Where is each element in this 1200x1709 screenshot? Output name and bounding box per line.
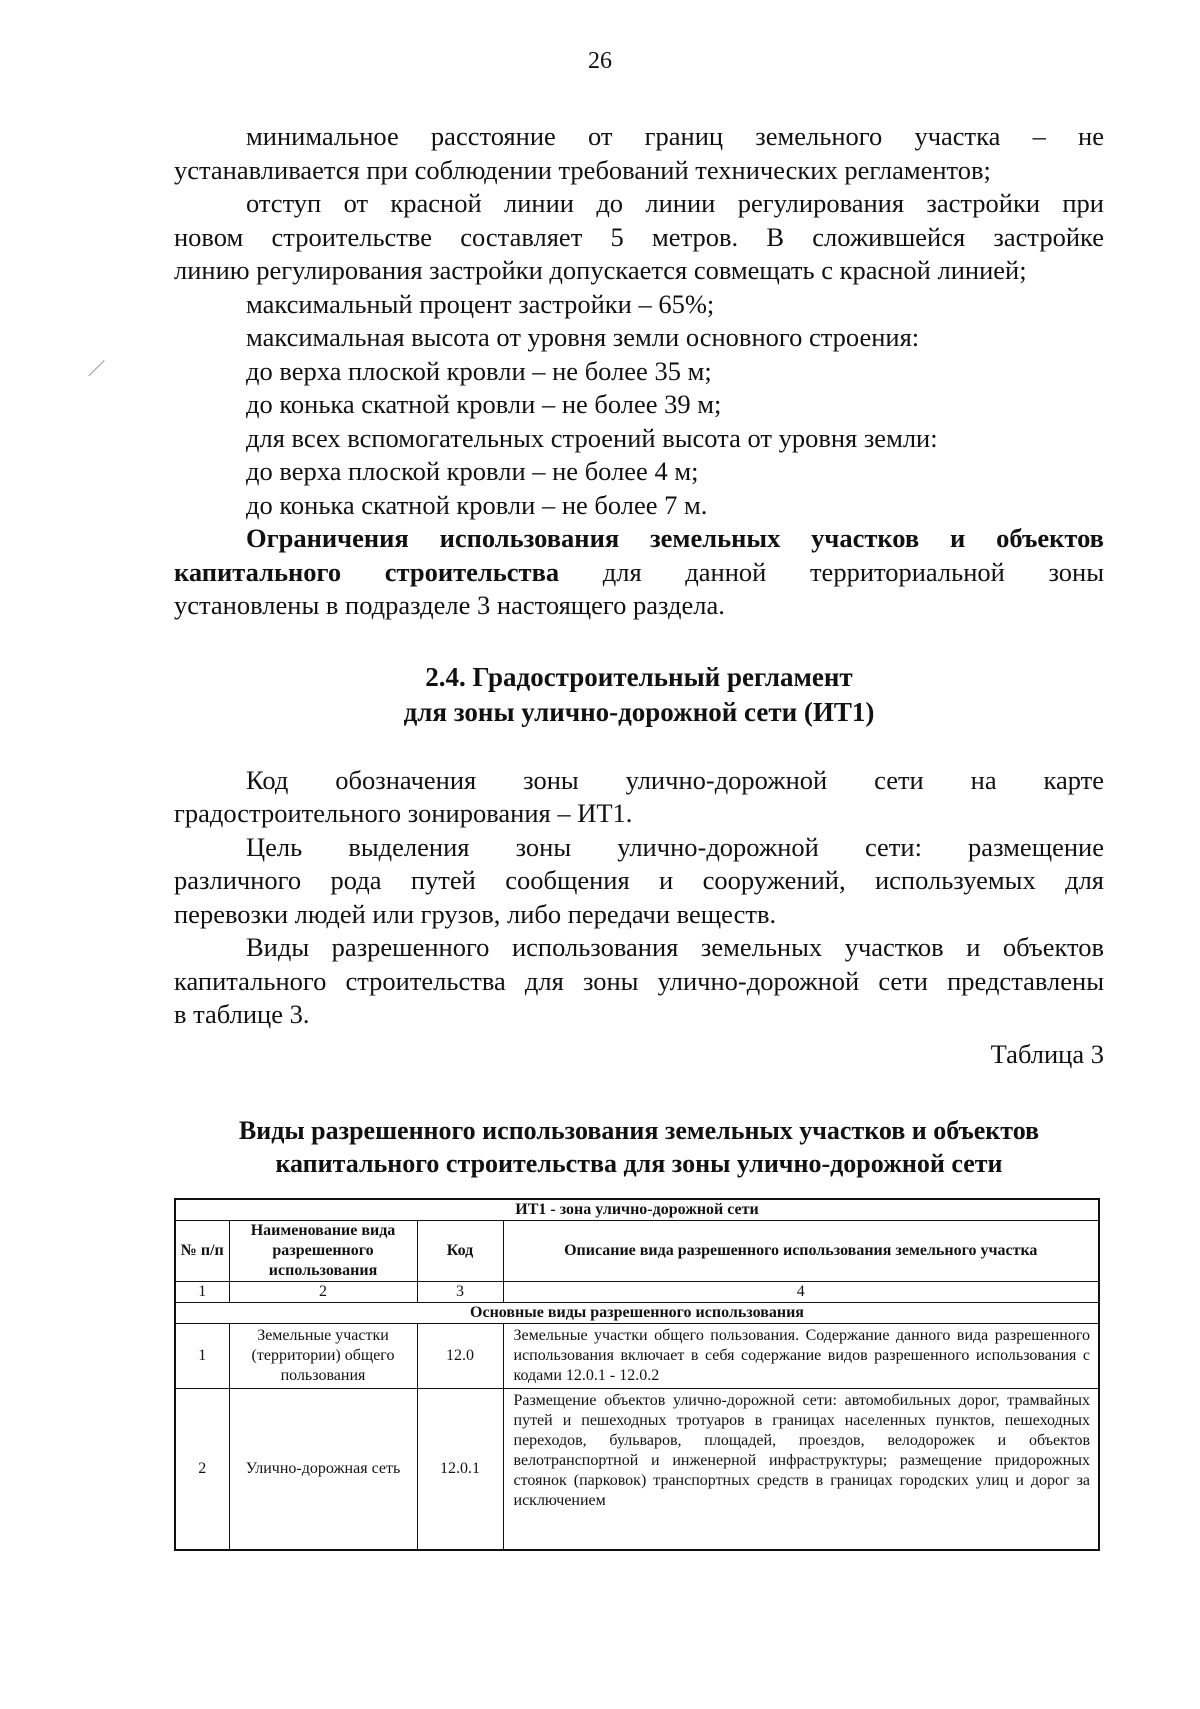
row-description: Размещение объектов улично-дорожной сети: автомобильных дорог, трамвайных путей и пешеходных тротуаров в границах населенных пунктов, пешеходных переходов, бульваров, площадей, проездов, велодорожек и объектов велотранспортной и инженерной инфраструктуры; размещение придорожных стоянок (парковок) транспортных средств в границах городских улиц и дорог за исключением [503, 1389, 1099, 1551]
section-line: перевозки людей или грузов, либо передачи веществ. [174, 898, 777, 929]
restrictions-text: для данной территориальной зоны [602, 556, 1105, 587]
section-line: в таблице 3. [174, 999, 310, 1029]
permitted-use-table [174, 1198, 1100, 1551]
table-title-line-1: Виды разрешенного использования земельных участков и объектов [238, 1116, 1040, 1145]
body-line: до верха плоской кровли – не более 35 м; [246, 355, 712, 386]
restrictions-line-1 [174, 522, 1104, 556]
header-code: Код [417, 1221, 503, 1282]
row-code: 12.0.1 [417, 1389, 503, 1551]
restrictions-line-2 [174, 556, 1104, 590]
table-row [175, 1324, 1099, 1389]
group-header-row [175, 1303, 1099, 1324]
body-line: до верха плоской кровли – не более 4 м; [246, 456, 699, 486]
section-line: Виды разрешенного использования земельных участков и объектов [246, 932, 1104, 962]
table-title-line-2: капитального строительства для зоны улично-дорожной сети [275, 1149, 1003, 1178]
section-line: Код обозначения зоны улично-дорожной сети на карте [246, 764, 1104, 795]
body-line: до конька скатной кровли – не более 7 м. [246, 489, 708, 520]
row-name: Земельные участки (территории) общего пользования [229, 1324, 417, 1389]
column-number: 4 [503, 1282, 1099, 1303]
restrictions-bold-text: капитального строительства [174, 556, 560, 587]
header-name: Наименование вида разрешенного использования [229, 1221, 417, 1282]
table-row [175, 1389, 1099, 1551]
body-line: до конька скатной кровли – не более 39 м; [246, 389, 722, 419]
section-line: Цель выделения зоны улично-дорожной сети: размещение [246, 831, 1104, 862]
row-num: 2 [175, 1389, 229, 1551]
group-header-cell: Основные виды разрешенного использования [175, 1303, 1099, 1324]
column-number: 1 [175, 1282, 229, 1303]
body-line: минимальное расстояние от границ земельного участка – не [246, 121, 1104, 151]
table-title [154, 1114, 1124, 1180]
body-line: для всех вспомогательных строений высота от уровня земли: [246, 422, 938, 453]
section-heading-line-1: 2.4. Градостроительный регламент [425, 661, 853, 692]
header-description: Описание вида разрешенного использования земельного участка [503, 1221, 1099, 1282]
restrictions-line-3: установлены в подразделе 3 настоящего раздела. [174, 590, 725, 620]
section-heading [174, 660, 1104, 730]
body-line: максимальная высота от уровня земли основного строения: [246, 322, 920, 352]
restrictions-bold-text: Ограничения использования земельных участков и объектов [246, 523, 1104, 553]
zone-header-row [175, 1199, 1099, 1221]
body-line: линию регулирования застройки допускается совмещать с красной линией; [174, 255, 1027, 285]
body-line: устанавливается при соблюдении требований технических регламентов; [174, 154, 991, 185]
column-number: 2 [229, 1282, 417, 1303]
section-line: различного рода путей сообщения и сооружений, используемых для [174, 865, 1104, 895]
section-body [174, 764, 1104, 1032]
zone-header-cell: ИТ1 - зона улично-дорожной сети [175, 1199, 1099, 1221]
document-body [174, 120, 1104, 1180]
section-heading-line-2: для зоны улично-дорожной сети (ИТ1) [403, 696, 875, 727]
body-line: отступ от красной линии до линии регулирования застройки при [246, 188, 1104, 218]
body-line: новом строительстве составляет 5 метров. В сложившейся застройке [174, 221, 1104, 252]
row-description: Земельные участки общего пользования. Содержание данного вида разрешенного использования включает в себя содержание видов разрешенного использования с кодами 12.0.1 - 12.0.2 [503, 1324, 1099, 1389]
row-name: Улично-дорожная сеть [229, 1389, 417, 1551]
section-line: капитального строительства для зоны улично-дорожной сети представлены [174, 965, 1104, 996]
section-line: градостроительного зонирования – ИТ1. [174, 798, 633, 828]
row-code: 12.0 [417, 1324, 503, 1389]
page-number: 26 [588, 48, 612, 74]
scan-artifact-mark [88, 360, 104, 376]
header-num: № п/п [175, 1221, 229, 1282]
column-number: 3 [417, 1282, 503, 1303]
body-line: максимальный процент застройки – 65%; [246, 288, 715, 319]
table-caption: Таблица 3 [990, 1038, 1104, 1069]
row-num: 1 [175, 1324, 229, 1389]
column-header-row [175, 1221, 1099, 1282]
column-number-row [175, 1282, 1099, 1303]
